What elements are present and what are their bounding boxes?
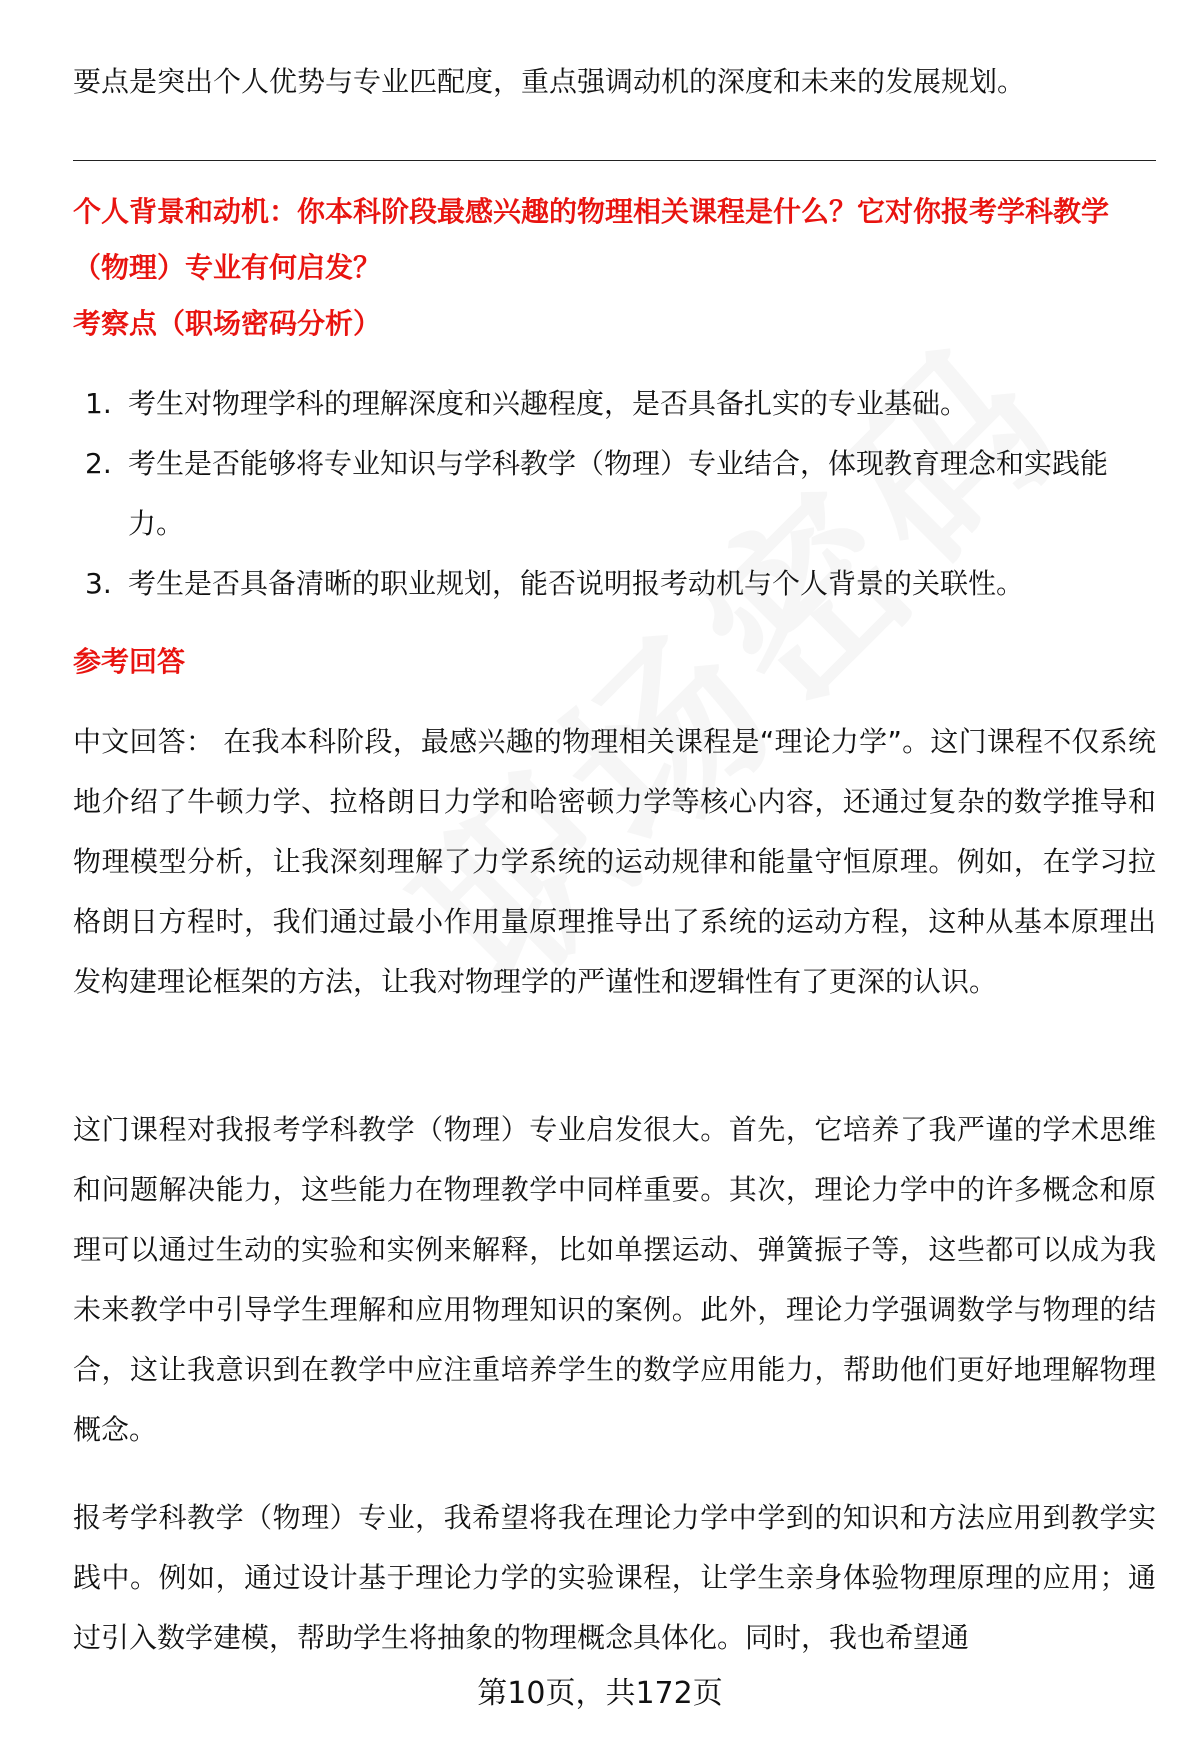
intro-text: 要点是突出个人优势与专业匹配度，重点强调动机的深度和未来的发展规划。 [73,65,1026,98]
page-number: 第10页，共172页 [477,1676,723,1711]
answer-paragraph: 这门课程对我报考学科教学（物理）专业启发很大。首先，它培养了我严谨的学术思维和问题解决能力，这些能力在物理教学中同样重要。其次，理论力学中的许多概念和原理可以通过生动的实验和实例来解释，比如单摆运动、弹簧振子等，这些都可以成为我未来教学中引导学生理解和应用物理知识的案例。此外，理论力学强调数学与物理的结合，这让我意识到在教学中应注重培养学生的数学应用能力，帮助他们更好地理解物理概念。 [73,1113,1156,1446]
reference-title: 参考回答 [73,645,186,678]
list-item [73,374,1156,434]
exam-points-title: 考察点（职场密码分析） [73,307,382,340]
list-number: 3. [85,567,112,600]
exam-points-list [73,374,1156,614]
list-number: 2. [85,447,112,480]
divider [73,160,1156,161]
list-item [73,434,1156,554]
list-text: 考生是否能够将专业知识与学科教学（物理）专业结合，体现教育理念和实践能力。 [128,447,1109,540]
list-text: 考生是否具备清晰的职业规划，能否说明报考动机与个人背景的关联性。 [128,567,1025,600]
list-number: 1. [85,387,112,420]
list-item [73,554,1156,614]
list-text: 考生对物理学科的理解深度和兴趣程度，是否具备扎实的专业基础。 [128,387,969,420]
answer-paragraph: 报考学科教学（物理）专业，我希望将我在理论力学中学到的知识和方法应用到教学实践中。例如，通过设计基于理论力学的实验课程，让学生亲身体验物理原理的应用；通过引入数学建模，帮助学生将抽象的物理概念具体化。同时，我也希望通 [73,1501,1156,1654]
question-heading: 个人背景和动机：你本科阶段最感兴趣的物理相关课程是什么？它对你报考学科教学（物理）专业有何启发？ [73,195,1110,284]
answer-paragraph: 中文回答： 在我本科阶段，最感兴趣的物理相关课程是“理论力学”。这门课程不仅系统地介绍了牛顿力学、拉格朗日力学和哈密顿力学等核心内容，还通过复杂的数学推导和物理模型分析，让我深刻理解了力学系统的运动规律和能量守恒原理。例如，在学习拉格朗日方程时，我们通过最小作用量原理推导出了系统的运动方程，这种从基本原理出发构建理论框架的方法，让我对物理学的严谨性和逻辑性有了更深的认识。 [73,725,1156,998]
